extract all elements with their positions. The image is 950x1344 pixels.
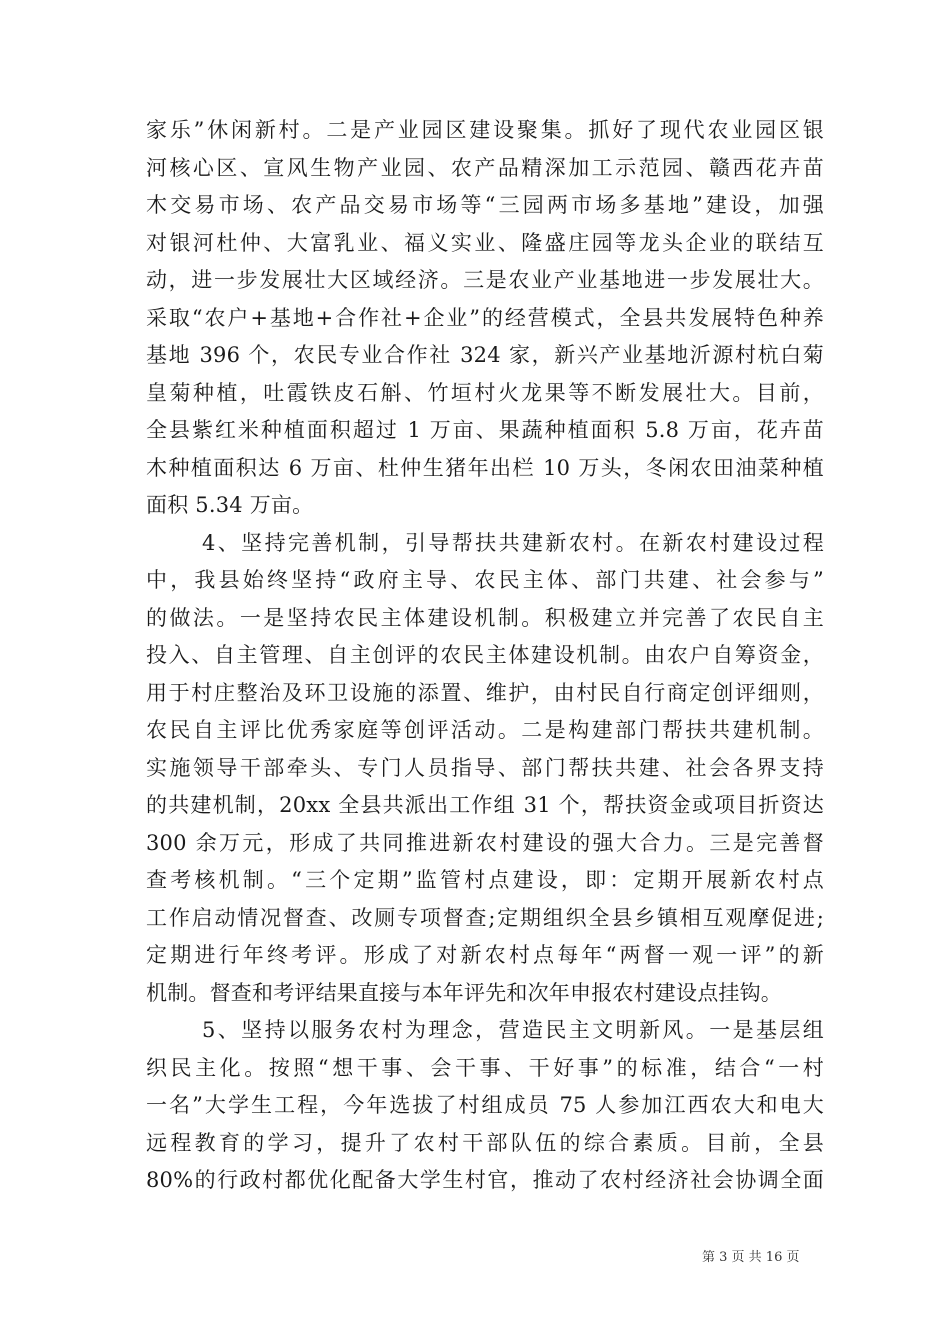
text-line: 300 余万元，形成了共同推进新农村建设的强大合力。三是完善督 <box>146 830 824 855</box>
text-line: 的做法。一是坚持农民主体建设机制。积极建立并完善了农民自主 <box>146 605 824 630</box>
text-line: 织民主化。按照“想干事、会干事、干好事”的标准，结合“一村 <box>146 1055 824 1080</box>
text-line: 基地 396 个，农民专业合作社 324 家，新兴产业基地沂源村杭白菊 <box>146 343 824 367</box>
document-body <box>146 112 824 1200</box>
text-line: 面积 5.34 万亩。 <box>146 493 314 517</box>
text-line: 河核心区、宣风生物产业园、农产品精深加工示范园、赣西花卉苗 <box>146 155 824 180</box>
page-number: 第 3 页 共 16 页 <box>702 1250 800 1265</box>
text-line: 查考核机制。“三个定期”监管村点建设，即：定期开展新农村点 <box>146 868 824 892</box>
text-line: 动，进一步发展壮大区域经济。三是农业产业基地进一步发展壮大。 <box>146 268 824 292</box>
text-line: 的共建机制，20xx 全县共派出工作组 31 个，帮扶资金或项目折资达 <box>146 793 824 817</box>
text-line: 对银河杜仲、大富乳业、福义实业、隆盛庄园等龙头企业的联结互 <box>146 230 824 255</box>
paragraph-start-line: 4、坚持完善机制，引导帮扶共建新农村。在新农村建设过程 <box>202 530 824 555</box>
text-line: 远程教育的学习，提升了农村干部队伍的综合素质。目前，全县 <box>146 1130 824 1155</box>
text-line: 机制。督查和考评结果直接与本年评先和次年申报农村建设点挂钩。 <box>146 980 782 1005</box>
text-line: 家乐”休闲新村。二是产业园区建设聚集。抓好了现代农业园区银 <box>146 118 824 142</box>
text-line: 工作启动情况督查、改厕专项督查;定期组织全县乡镇相互观摩促进; <box>146 905 824 930</box>
text-line: 80%的行政村都优化配备大学生村官，推动了农村经济社会协调全面 <box>146 1168 824 1192</box>
text-line: 木交易市场、农产品交易市场等“三园两市场多基地”建设，加强 <box>146 193 824 217</box>
text-line: 中，我县始终坚持“政府主导、农民主体、部门共建、社会参与” <box>146 568 824 592</box>
text-line: 用于村庄整治及环卫设施的添置、维护，由村民自行商定创评细则， <box>146 680 824 705</box>
text-line: 投入、自主管理、自主创评的农民主体建设机制。由农户自筹资金， <box>146 643 824 667</box>
text-line: 实施领导干部牵头、专门人员指导、部门帮扶共建、社会各界支持 <box>146 755 824 780</box>
text-line: 定期进行年终考评。形成了对新农村点每年“两督一观一评”的新 <box>146 943 824 967</box>
paragraph-start-line: 5、坚持以服务农村为理念，营造民主文明新风。一是基层组 <box>202 1018 824 1042</box>
text-line: 全县紫红米种植面积超过 1 万亩、果蔬种植面积 5.8 万亩，花卉苗 <box>146 418 824 442</box>
text-line: 采取“农户+基地+合作社+企业”的经营模式，全县共发展特色种养 <box>146 305 824 330</box>
text-line: 木种植面积达 6 万亩、杜仲生猪年出栏 10 万头，冬闲农田油菜种植 <box>146 455 824 480</box>
text-line: 一名”大学生工程，今年选拔了村组成员 75 人参加江西农大和电大 <box>146 1093 824 1117</box>
text-line: 皇菊种植，吐霞铁皮石斛、竹垣村火龙果等不断发展壮大。目前， <box>146 380 824 405</box>
text-line: 农民自主评比优秀家庭等创评活动。二是构建部门帮扶共建机制。 <box>146 718 824 742</box>
